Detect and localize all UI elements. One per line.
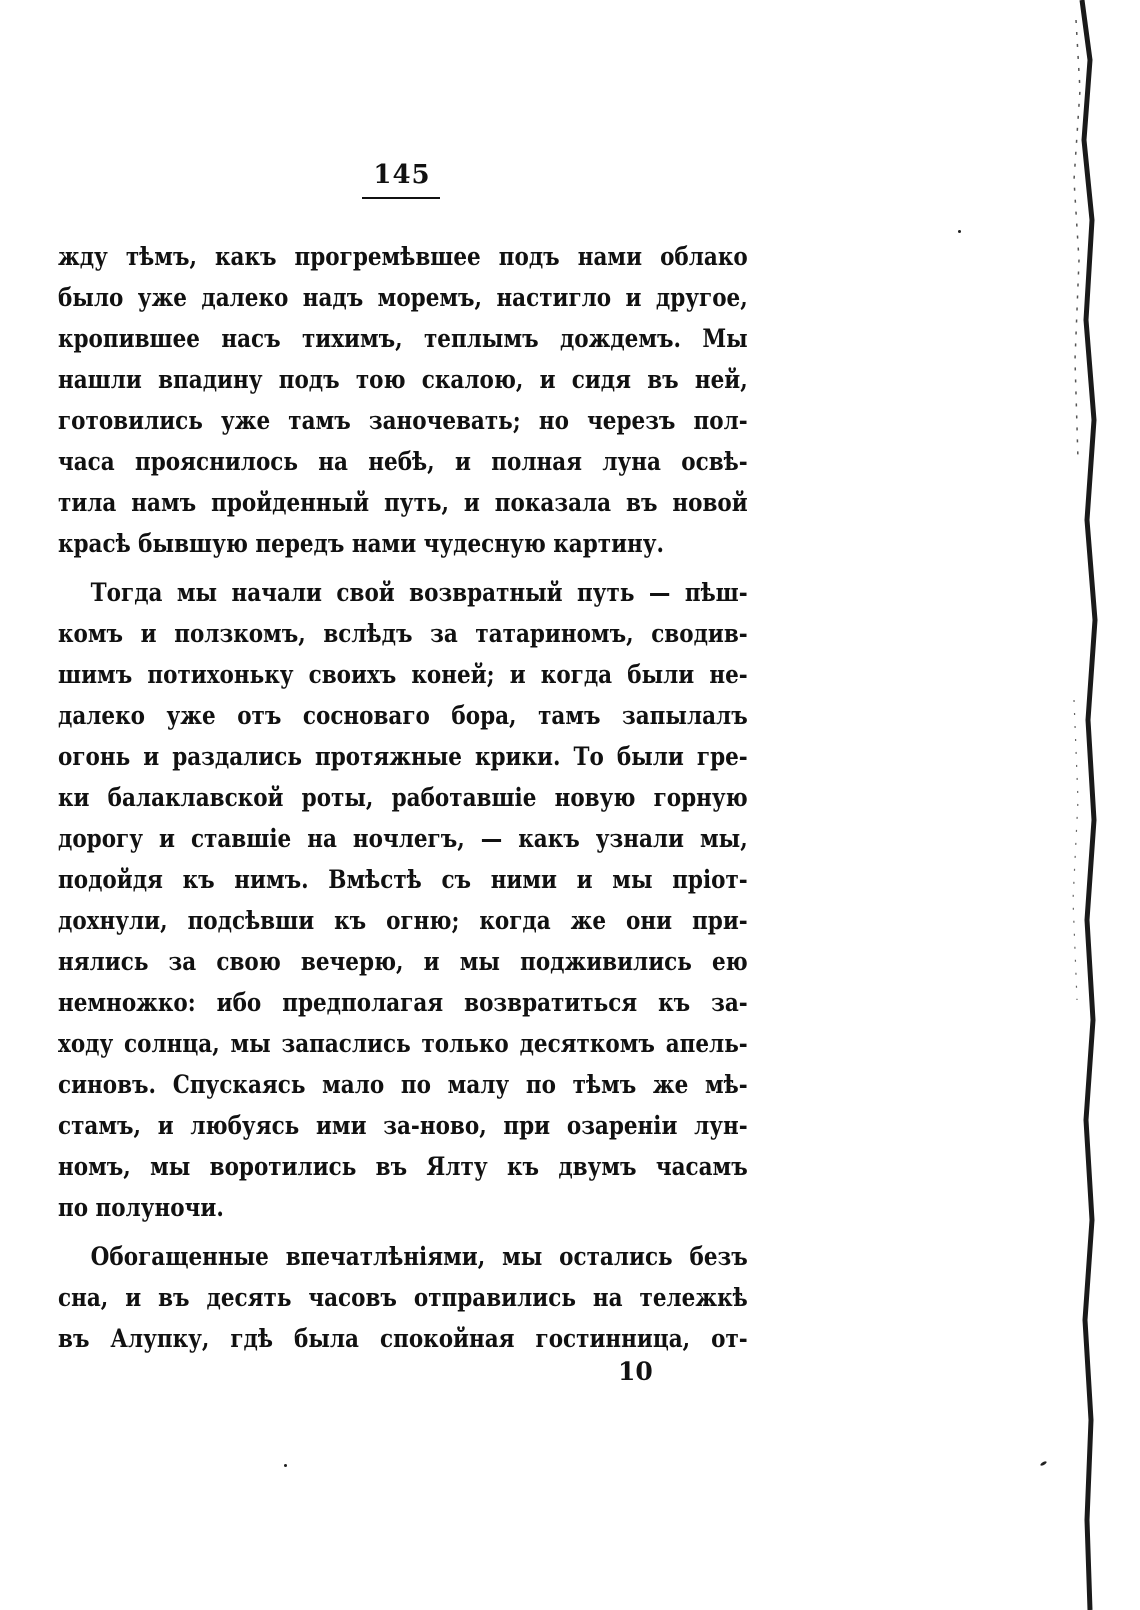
scan-speck	[958, 230, 961, 233]
text-line: сна, и въ десять часовъ отправились на тележкѣ	[58, 1283, 748, 1312]
page-number: 145	[373, 160, 431, 190]
text-line: часа прояснилось на небѣ, и полная луна освѣ-	[58, 447, 748, 476]
scan-speck	[1040, 1460, 1048, 1466]
text-line: шимъ потихоньку своихъ коней; и когда были не-	[58, 660, 748, 689]
text-line: стамъ, и любуясь ими за-ново, при озареніи лун-	[58, 1111, 748, 1140]
text-line: въ Алупку, гдѣ была спокойная гостинница, от-	[58, 1324, 748, 1353]
text-line: далеко уже отъ сосноваго бора, тамъ запылалъ	[58, 701, 748, 730]
text-line: немножко: ибо предполагая возвратиться къ за-	[58, 988, 748, 1017]
text-line: ходу солнца, мы запаслись только десяткомъ апель-	[58, 1029, 748, 1058]
text-line: жду тѣмъ, какъ прогремѣвшее подъ нами облако	[58, 242, 748, 271]
text-line: по полуночи.	[58, 1193, 224, 1222]
text-line: дохнули, подсѣвши къ огню; когда же они при-	[58, 906, 748, 935]
body-text	[58, 236, 748, 1359]
signature-mark: 10	[618, 1357, 653, 1386]
text-line: нашли впадину подъ тою скалою, и сидя въ ней,	[58, 365, 748, 394]
text-line: синовъ. Спускаясь мало по малу по тѣмъ же мѣ-	[58, 1070, 748, 1099]
text-line: подойдя къ нимъ. Вмѣстѣ съ ними и мы пріот-	[58, 865, 748, 894]
binding-edge-shadow	[1060, 0, 1140, 1610]
text-line: Тогда мы начали свой возвратный путь — пѣш-	[90, 578, 748, 607]
text-line: готовились уже тамъ заночевать; но черезъ пол-	[58, 406, 748, 435]
text-line: кропившее насъ тихимъ, теплымъ дождемъ. Мы	[58, 324, 748, 353]
paragraph-gap	[58, 564, 748, 572]
scan-speck	[284, 1464, 287, 1467]
text-line: ки балаклавской роты, работавшіе новую горную	[58, 783, 748, 812]
paragraph-gap	[58, 1228, 748, 1236]
text-line: дорогу и ставшіе на ночлегъ, — какъ узнали мы,	[58, 824, 748, 853]
text-line: комъ и ползкомъ, вслѣдъ за татариномъ, сводив-	[58, 619, 748, 648]
text-line: Обогащенные впечатлѣніями, мы остались безъ	[90, 1242, 748, 1271]
text-line: огонь и раздались протяжные крики. То были гре-	[58, 742, 748, 771]
text-line: было уже далеко надъ моремъ, настигло и другое,	[58, 283, 748, 312]
page-number-rule	[362, 197, 440, 199]
text-line: номъ, мы воротились въ Ялту къ двумъ часамъ	[58, 1152, 748, 1181]
text-line: нялись за свою вечерю, и мы подживились ею	[58, 947, 748, 976]
text-line: тила намъ пройденный путь, и показала въ новой	[58, 488, 748, 517]
text-line: красѣ бывшую передъ нами чудесную картину.	[58, 529, 665, 558]
